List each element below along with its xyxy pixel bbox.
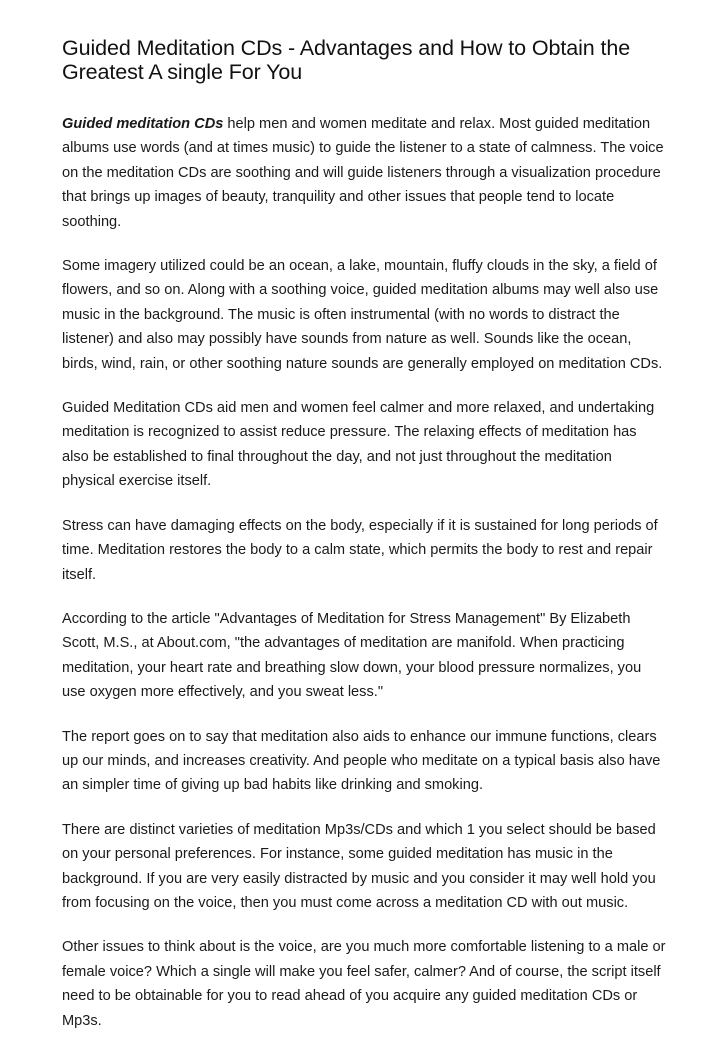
intro-paragraph xyxy=(62,112,666,234)
paragraph-calmer: Guided Meditation CDs aid men and women feel calmer and more relaxed, and undertaking meditation is recognized to assist reduce pressure. The relaxing effects of meditation has also be established to final throughout the day, and not just throughout the meditation physical exercise itself. xyxy=(62,400,655,490)
document-page xyxy=(62,36,666,1053)
paragraph-imagery: Some imagery utilized could be an ocean, a lake, mountain, fluffy clouds in the sky, a field of flowers, and so on. Along with a soothing voice, guided meditation albums may well also use music in the background. The music is often instrumental (with no words to distract the listener) and also may possibly have sounds from nature as well. Sounds like the ocean, birds, wind, rain, or other soothing nature sounds are generally employed on meditation CDs. xyxy=(62,258,663,372)
intro-body-text: help men and women meditate and relax. Most guided meditation albums use words (and at times music) to guide the listener to a state of calmness. The voice on the meditation CDs are soothing and will guide listeners through a visualization procedure that brings up images of beauty, tranquility and other issues that people tend to locate soothing. xyxy=(62,116,664,230)
paragraph-voice: Other issues to think about is the voice, are you much more comfortable listening to a male or female voice? Which a single will make you feel safer, calmer? And of course, the script itself need to be obtainable for you to read ahead of you acquire any guided meditation CDs or Mp3s. xyxy=(62,939,666,1029)
intro-lead-text: Guided meditation CDs xyxy=(62,116,224,132)
document-title: Guided Meditation CDs - Advantages and How to Obtain the Greatest A single For You xyxy=(62,36,631,84)
paragraph-immune: The report goes on to say that meditation also aids to enhance our immune functions, clears up our minds, and increases creativity. And people who meditate on a typical basis also have an simpler time of giving up bad habits like drinking and smoking. xyxy=(62,728,661,794)
paragraph-article-quote: According to the article "Advantages of Meditation for Stress Management" By Elizabeth Scott, M.S., at About.com, "the advantages of meditation are manifold. When practicing meditation, your heart rate and breathing slow down, your blood pressure normalizes, you use oxygen more effectively, and you sweat less." xyxy=(62,610,642,701)
paragraph-varieties: There are distinct varieties of meditation Mp3s/CDs and which 1 you select should be based on your personal preferences. For instance, some guided meditation has music in the background. If you are very easily distracted by music and you consider it may well hold you from focusing on the voice, then you must come across a meditation CD with out music. xyxy=(62,821,656,911)
paragraph-stress: Stress can have damaging effects on the body, especially if it is sustained for long periods of time. Meditation restores the body to a calm state, which permits the body to rest and repair itself. xyxy=(62,517,658,583)
